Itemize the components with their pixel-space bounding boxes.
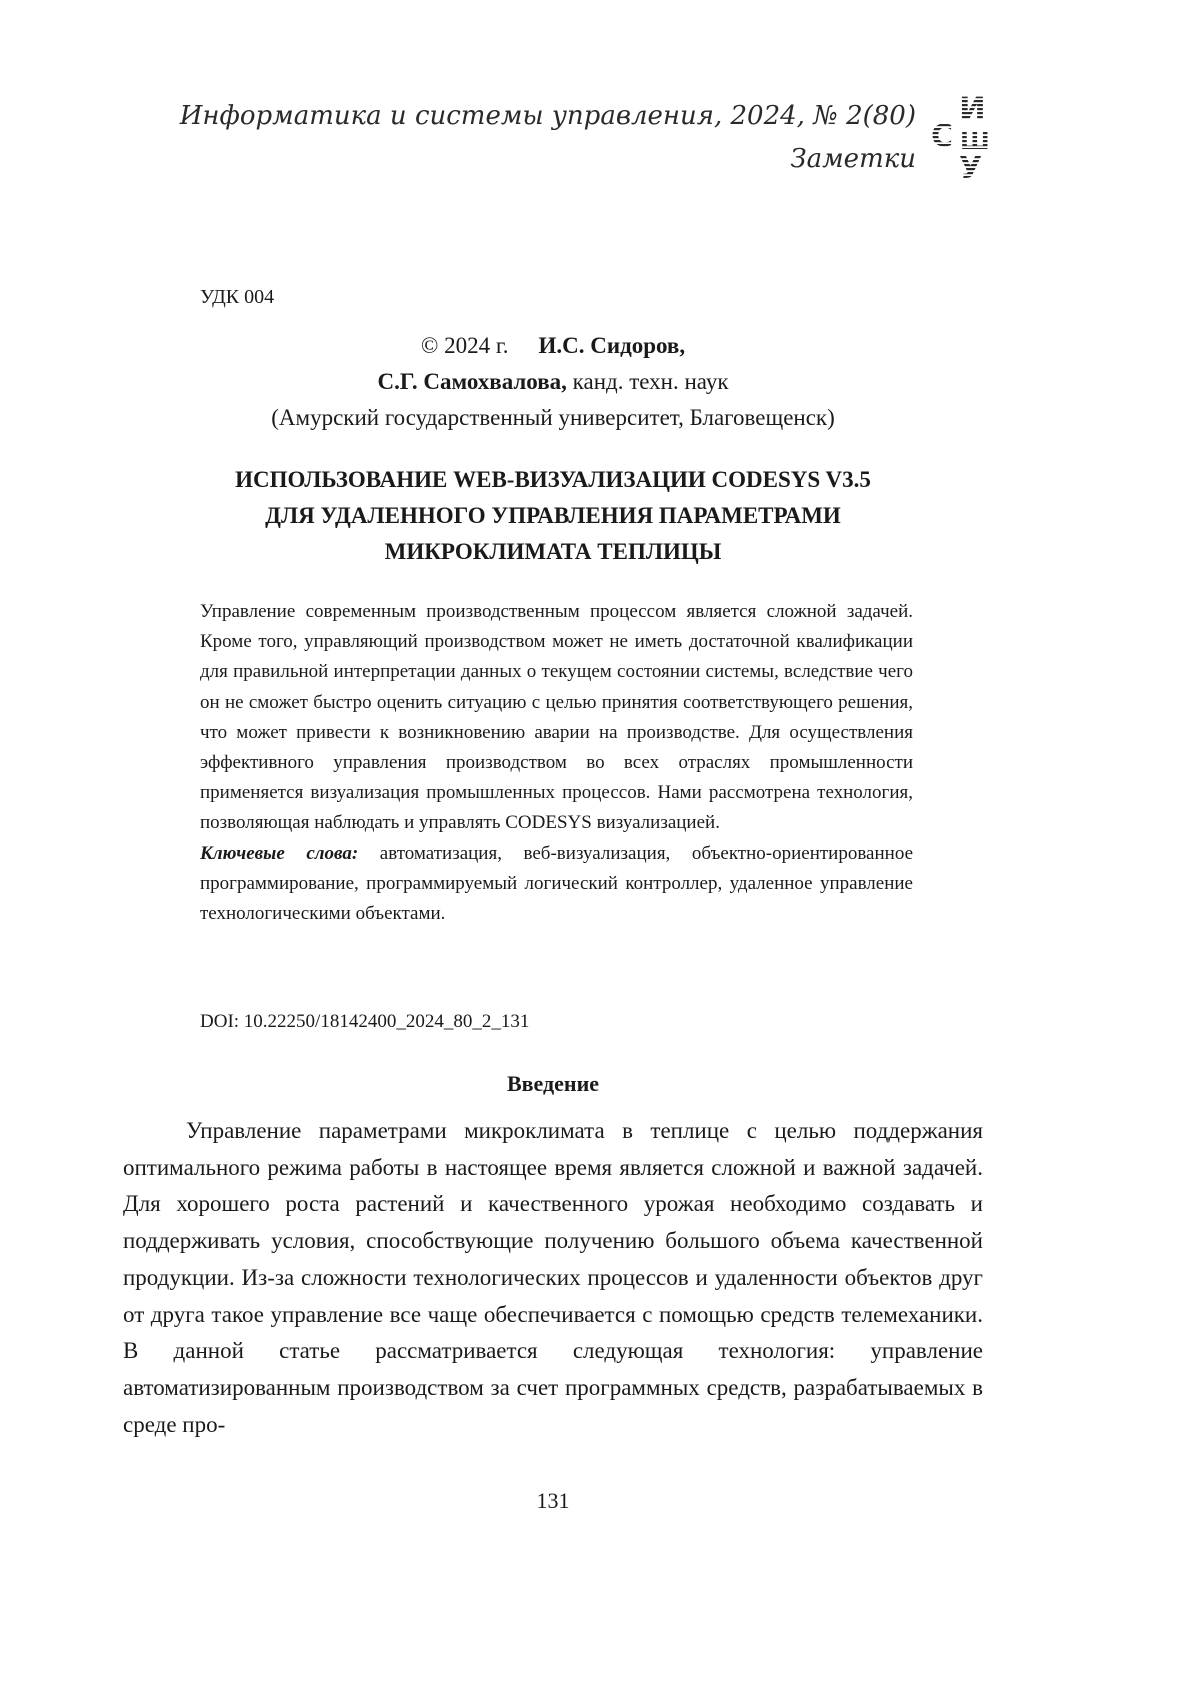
abstract-text: Управление современным производственным процессом является сложной задачей. Кроме того, управляющий производством может не иметь достаточной квалификации для правильной интерпретации данных о текущем состоянии системы, вследствие чего он не сможет быстро оценить ситуацию с целью принятия соответствующего решения, что может привести к возникновению аварии на производстве. Для осуществления эффективного управления производством во всех отраслях промышленности применяется визуализация промышленных процессов. Нами рассмотрена технология, позволяющая наблюдать и управлять CODESYS визуализацией. (200, 601, 913, 834)
section-heading: Введение (506, 1071, 600, 1096)
page-number: 131 (536, 1488, 570, 1513)
keywords-label: Ключевые слова: (200, 842, 359, 864)
author-sidorov: И.С. Сидоров, (538, 333, 686, 358)
authors-block (0, 328, 1106, 436)
svg-text:И: И (959, 92, 986, 128)
keywords-list: автоматизация, веб-визуализация, объектно-ориентированное программирование, программируемый логический контроллер, удаленное управление технологическими объектами. (200, 842, 913, 925)
doi: DOI: 10.22250/18142400_2024_80_2_131 (200, 1011, 530, 1032)
svg-text:С: С (931, 119, 954, 154)
article-title (0, 462, 1106, 570)
udk-code: УДК 004 (200, 286, 275, 308)
author-samokhvalova: С.Г. Самохвалова, (377, 369, 567, 394)
journal-title: Информатика и системы управления, 2024, № 2(80) (179, 101, 916, 131)
intro-paragraph: Управление параметрами микроклимата в теплице с целью поддержания оптимального режима работы в настоящее время является сложной и важной задачей. Для хорошего роста растений и качественного урожая необходимо создавать и поддерживать условия, способствующие получению большого объема качественной продукции. Из-за сложности технологических процессов и удаленности объектов друг от друга такое управление все чаще обеспечивается с помощью средств телемеханики. В данной статье рассматривается следующая технология: управление автоматизированным производством за счет программных средств, разрабатываемых в среде про- (123, 1118, 983, 1437)
section-label: Заметки (790, 144, 916, 174)
body-text (123, 1113, 983, 1443)
copyright-year: © 2024 г. (420, 333, 509, 358)
affiliation: (Амурский государственный университет, Благовещенск) (271, 405, 835, 430)
author-degree: канд. техн. наук (572, 369, 729, 394)
keywords (200, 839, 913, 930)
svg-text:Ш: Ш (960, 127, 990, 155)
running-header (180, 95, 916, 181)
title-line-3: МИКРОКЛИМАТА ТЕПЛИЦЫ (384, 539, 722, 564)
journal-logo-icon (929, 92, 993, 182)
svg-text:У: У (959, 151, 983, 182)
title-line-1: ИСПОЛЬЗОВАНИЕ WEB-ВИЗУАЛИЗАЦИИ CODESYS V3.5 (235, 467, 871, 492)
title-line-2: ДЛЯ УДАЛЕННОГО УПРАВЛЕНИЯ ПАРАМЕТРАМИ (265, 503, 841, 528)
abstract (200, 597, 913, 929)
